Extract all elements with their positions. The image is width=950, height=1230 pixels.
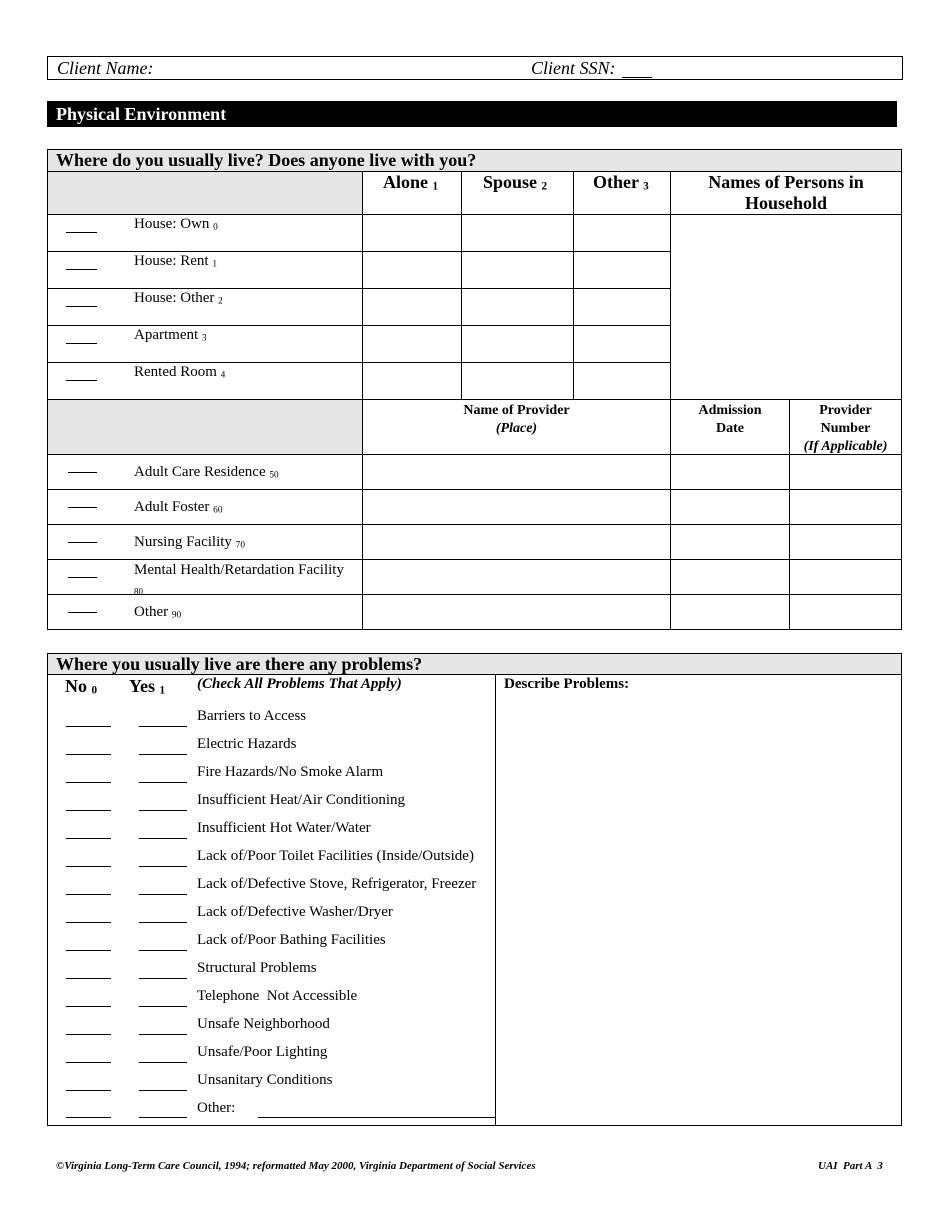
problem-label: Structural Problems xyxy=(197,960,317,976)
no-blank[interactable] xyxy=(66,978,111,979)
yes-blank[interactable] xyxy=(139,1034,187,1035)
housing-label: House: Own $_0$ xyxy=(134,216,218,233)
yes-blank[interactable] xyxy=(139,894,187,895)
client-name-field[interactable] xyxy=(160,58,520,78)
problem-label: Telephone Not Accessible xyxy=(197,988,358,1004)
no-blank[interactable] xyxy=(66,810,111,811)
yes-blank[interactable] xyxy=(139,922,187,923)
facility-blank[interactable] xyxy=(68,542,97,543)
col-check-header: (Check All Problems That Apply) xyxy=(197,676,402,692)
problem-label: Electric Hazards xyxy=(197,736,297,752)
no-blank[interactable] xyxy=(66,754,111,755)
col-describe-header: Describe Problems: xyxy=(504,676,630,692)
col-provider-header: Name of Provider (Place) xyxy=(463,403,570,436)
problem-label: Insufficient Heat/Air Conditioning xyxy=(197,792,406,808)
problem-label: Fire Hazards/No Smoke Alarm xyxy=(197,764,384,780)
housing-blank[interactable] xyxy=(66,232,97,233)
problem-label: Unsafe/Poor Lighting xyxy=(197,1044,328,1060)
yes-blank[interactable] xyxy=(139,754,187,755)
other-no-blank[interactable] xyxy=(66,1117,111,1118)
problem-label: Lack of/Defective Stove, Refrigerator, Freezer xyxy=(197,876,477,892)
no-blank[interactable] xyxy=(66,894,111,895)
facility-label: Mental Health/Retardation Facility $_{80}$ xyxy=(134,562,344,597)
facility-label: Nursing Facility $_{70}$ xyxy=(134,534,245,551)
client-ssn-field[interactable] xyxy=(622,77,652,78)
housing-label: Rented Room $_4$ xyxy=(134,364,226,381)
col-names-header: Names of Persons in Household xyxy=(708,172,864,213)
col-yes-header: Yes $_1$ xyxy=(129,676,166,697)
yes-blank[interactable] xyxy=(139,978,187,979)
facility-label: Other $_{90}$ xyxy=(134,604,182,621)
housing-label: House: Rent $_1$ xyxy=(134,253,217,270)
facility-label: Adult Foster $_{60}$ xyxy=(134,499,223,516)
problem-label: Insufficient Hot Water/Water xyxy=(197,820,371,836)
facility-label: Adult Care Residence $_{50}$ xyxy=(134,464,279,481)
col-spouse-header: Spouse $_2$ xyxy=(483,172,548,193)
col-no-header: No $_0$ xyxy=(65,676,98,697)
no-blank[interactable] xyxy=(66,782,111,783)
col-other-header: Other $_3$ xyxy=(593,172,649,193)
problem-label: Lack of/Poor Toilet Facilities (Inside/Outside) xyxy=(197,848,474,864)
problems-question: Where you usually live are there any problems? xyxy=(56,654,423,674)
housing-label: Apartment $_3$ xyxy=(134,327,207,344)
other-problem-label: Other: xyxy=(197,1100,236,1116)
yes-blank[interactable] xyxy=(139,1006,187,1007)
problem-label: Unsanitary Conditions xyxy=(197,1072,333,1088)
facility-blank[interactable] xyxy=(68,612,97,613)
facility-blank[interactable] xyxy=(68,577,97,578)
no-blank[interactable] xyxy=(66,1090,111,1091)
housing-blank[interactable] xyxy=(66,380,97,381)
yes-blank[interactable] xyxy=(139,810,187,811)
client-ssn-label: Client SSN: xyxy=(531,58,616,78)
yes-blank[interactable] xyxy=(139,950,187,951)
footer-page-ref: UAI Part A 3 xyxy=(818,1160,883,1172)
yes-blank[interactable] xyxy=(139,782,187,783)
no-blank[interactable] xyxy=(66,1006,111,1007)
housing-label: House: Other $_2$ xyxy=(134,290,223,307)
other-yes-blank[interactable] xyxy=(139,1117,187,1118)
no-blank[interactable] xyxy=(66,726,111,727)
footer-copyright: ©Virginia Long-Term Care Council, 1994; reformatted May 2000, Virginia Department of Social Services xyxy=(56,1160,536,1172)
yes-blank[interactable] xyxy=(139,726,187,727)
col-provider-number-header: Provider Number (If Applicable) xyxy=(803,403,888,454)
no-blank[interactable] xyxy=(66,922,111,923)
describe-problems-area[interactable] xyxy=(497,698,900,1124)
col-admission-header: Admission Date xyxy=(698,403,762,436)
yes-blank[interactable] xyxy=(139,1062,187,1063)
other-problem-field[interactable] xyxy=(258,1117,495,1118)
yes-blank[interactable] xyxy=(139,866,187,867)
no-blank[interactable] xyxy=(66,1034,111,1035)
housing-blank[interactable] xyxy=(66,269,97,270)
yes-blank[interactable] xyxy=(139,838,187,839)
facility-blank[interactable] xyxy=(68,507,97,508)
problem-label: Lack of/Poor Bathing Facilities xyxy=(197,932,386,948)
yes-blank[interactable] xyxy=(139,1090,187,1091)
client-name-label: Client Name: xyxy=(57,58,154,78)
col-alone-header: Alone $_1$ xyxy=(383,172,439,193)
housing-blank[interactable] xyxy=(66,306,97,307)
problem-label: Unsafe Neighborhood xyxy=(197,1016,330,1032)
residence-question: Where do you usually live? Does anyone live with you? xyxy=(56,150,477,170)
problem-label: Lack of/Defective Washer/Dryer xyxy=(197,904,393,920)
problem-label: Barriers to Access xyxy=(197,708,307,724)
no-blank[interactable] xyxy=(66,1062,111,1063)
housing-blank[interactable] xyxy=(66,343,97,344)
facility-blank[interactable] xyxy=(68,472,97,473)
no-blank[interactable] xyxy=(66,866,111,867)
no-blank[interactable] xyxy=(66,950,111,951)
section-title: Physical Environment xyxy=(47,101,897,127)
no-blank[interactable] xyxy=(66,838,111,839)
